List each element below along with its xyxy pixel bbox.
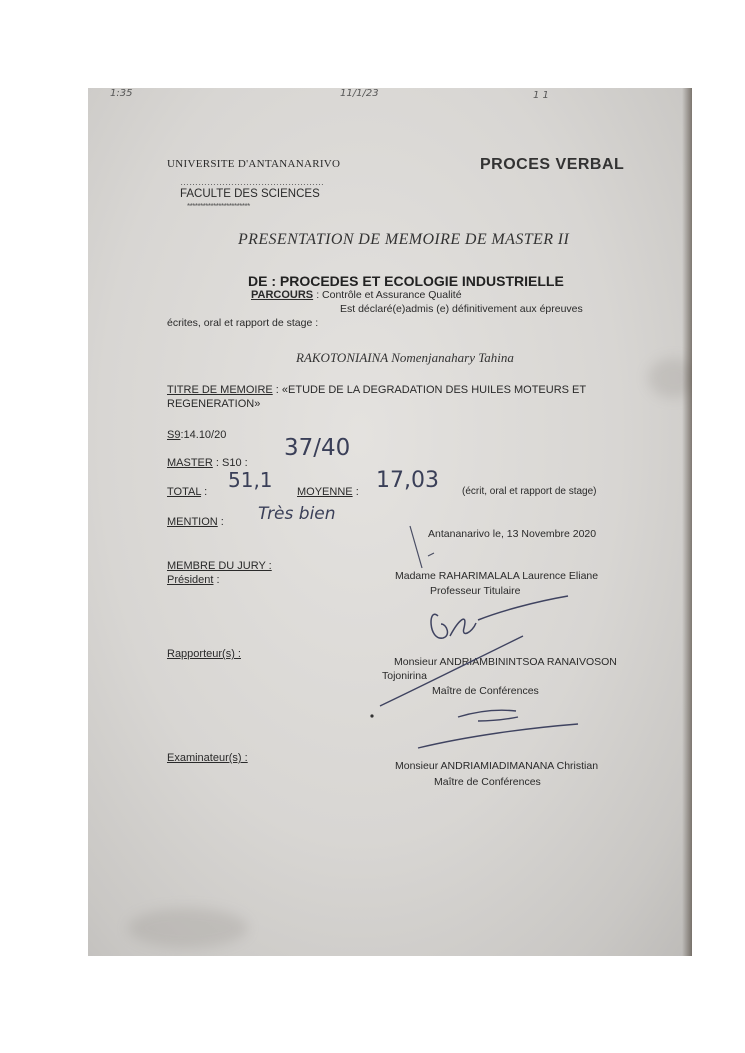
- s9-value: :14.10/20: [180, 429, 227, 441]
- mention-label: MENTION: [167, 516, 218, 528]
- document-page: [88, 88, 692, 956]
- memoire-title: : «ETUDE DE LA DEGRADATION DES HUILES MOTEURS ET: [275, 384, 587, 396]
- master-suffix: : S10 :: [215, 457, 248, 469]
- declared-line: Est déclaré(e)admis (e) définitivement aux épreuves: [340, 303, 583, 315]
- place-date: Antananarivo le, 13 Novembre 2020: [428, 528, 597, 540]
- rapporteur-name-cont: Tojonirina: [382, 670, 427, 682]
- examinateur-signature: [418, 710, 578, 748]
- student-name: RAKOTONIAINA Nomenjanahary Tahina: [296, 350, 514, 365]
- examinateur-label: Examinateur(s) :: [167, 752, 248, 764]
- top-mark: 1 1: [533, 90, 549, 101]
- master-label: MASTER: [167, 457, 213, 469]
- signature-layer: [88, 88, 692, 956]
- jury-label: MEMBRE DU JURY :: [167, 560, 272, 572]
- university-name: UNIVERSITE D'ANTANANARIVO: [167, 158, 341, 170]
- faculty-name: FACULTE DES SCIENCES: [180, 188, 320, 200]
- master-grade-handwritten: 37/40: [284, 435, 351, 461]
- total-grade-handwritten: 51,1: [228, 468, 273, 492]
- examinateur-title: Maître de Conférences: [434, 776, 541, 788]
- president-label: Président: [167, 574, 214, 586]
- president-signature: [431, 596, 568, 638]
- presentation-title: PRESENTATION DE MEMOIRE DE MASTER II: [238, 231, 570, 248]
- rapporteur-label: Rapporteur(s) :: [167, 648, 241, 660]
- moyenne-grade-handwritten: 17,03: [376, 468, 439, 493]
- top-mark: 1:35: [110, 88, 133, 99]
- star-line: ************************: [187, 202, 250, 211]
- president-colon: :: [216, 574, 220, 586]
- total-label: TOTAL: [167, 486, 202, 498]
- parcours-value: : Contrôle et Assurance Qualité: [316, 289, 462, 301]
- president-title: Professeur Titulaire: [430, 585, 521, 597]
- moyenne-note: (écrit, oral et rapport de stage): [462, 486, 597, 497]
- ink-dot: [370, 714, 373, 717]
- parcours-label: PARCOURS: [251, 289, 314, 301]
- s9-label: S9: [167, 429, 181, 441]
- total-colon: :: [204, 486, 208, 498]
- rapporteur-signature-stroke: [380, 636, 523, 706]
- paraph-mark: [410, 526, 434, 568]
- moyenne-colon: :: [355, 486, 359, 498]
- memoire-label: TITRE DE MEMOIRE: [167, 384, 273, 396]
- memoire-title-cont: REGENERATION»: [167, 398, 261, 410]
- moyenne-label: MOYENNE: [297, 486, 353, 498]
- mention-colon: :: [220, 516, 224, 528]
- rapporteur-title: Maître de Conférences: [432, 685, 539, 697]
- top-mark: 11/1/23: [340, 88, 379, 99]
- mention-handwritten: Très bien: [258, 504, 336, 524]
- examinateur-name: Monsieur ANDRIAMIADIMANANA Christian: [395, 760, 599, 772]
- speciality-line: DE : PROCEDES ET ECOLOGIE INDUSTRIELLE: [248, 273, 564, 289]
- dotted-line: …………………………………………: [180, 177, 324, 187]
- president-name: Madame RAHARIMALALA Laurence Eliane: [395, 570, 599, 582]
- document-type: PROCES VERBAL: [480, 156, 625, 173]
- declared-line: écrites, oral et rapport de stage :: [167, 317, 319, 329]
- rapporteur-name: Monsieur ANDRIAMBININTSOA RANAIVOSON: [394, 656, 617, 668]
